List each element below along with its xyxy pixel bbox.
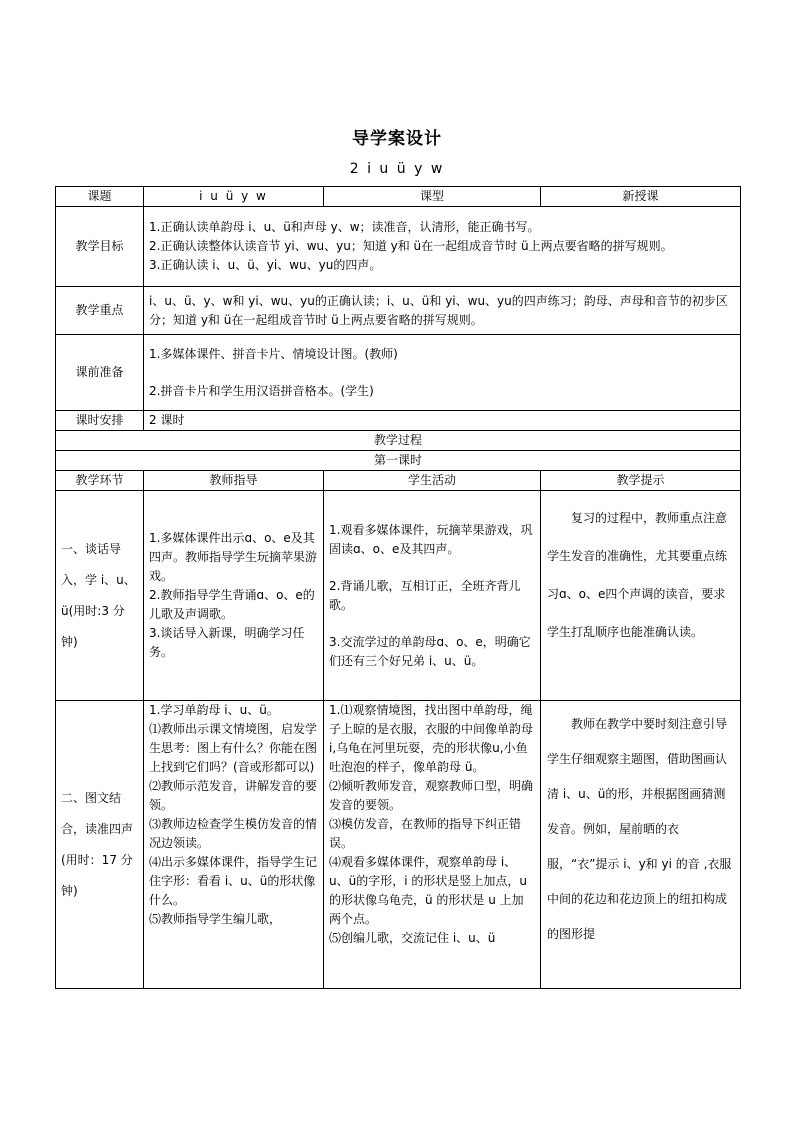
table-row xyxy=(56,187,741,207)
teacher-guidance xyxy=(144,701,324,989)
student-item: 1.⑴观察情境图，找出图中单韵母，绳子上晾的是衣服，衣服的中间像单韵母 i,乌龟在河里玩耍，壳的形状像u,小鱼吐泡泡的样子，像单韵母 ü。 xyxy=(329,703,534,774)
table-row xyxy=(56,451,741,471)
lesson-plan-table xyxy=(55,186,741,989)
teacher-item: 2.教师指导学生背诵ɑ、o、e的儿歌及声调歌。 xyxy=(149,588,315,621)
course-value: i u ü y w xyxy=(144,187,324,207)
student-item: 1.观看多媒体课件，玩摘苹果游戏，巩固读ɑ、o、e及其四声。 xyxy=(329,522,533,556)
lesson-subtitle: 2 i u ü y w xyxy=(349,161,445,177)
column-header: 学生活动 xyxy=(324,471,541,491)
prep-item: 1.多媒体课件、拼音卡片、情境设计图。(教师) xyxy=(149,346,398,361)
goals-content xyxy=(144,207,741,287)
column-header: 教师指导 xyxy=(144,471,324,491)
teacher-item: ⑸教师指导学生编儿歌， xyxy=(149,912,282,926)
goal-item: 1.正确认读单韵母 i、u、ü和声母 y、w；读准音，认清形，能正确书写。 xyxy=(149,220,540,234)
student-item: 2.背诵儿歌，互相订正，全班齐背儿歌。 xyxy=(329,578,521,612)
prep-content xyxy=(144,335,741,411)
goal-item: 2.正确认读整体认读音节 yi、wu、yu；知道 y和 ü在一起组成音节时 ü上两点要省略的拼写规则。 xyxy=(149,239,673,253)
student-activity xyxy=(324,701,541,989)
column-header: 教学环节 xyxy=(56,471,144,491)
goals-label: 教学目标 xyxy=(56,207,144,287)
prep-label: 课前准备 xyxy=(56,335,144,411)
table-row xyxy=(56,411,741,431)
teacher-item: 1.多媒体课件出示ɑ、o、e及其四声。教师指导学生玩摘苹果游戏。 xyxy=(149,531,318,583)
table-row xyxy=(56,491,741,701)
column-header: 教学提示 xyxy=(541,471,741,491)
document-title: 导学案设计 xyxy=(352,129,442,149)
student-item: ⑵倾听教师发音，观察教师口型，明确发音的要领。 xyxy=(329,779,534,812)
table-row xyxy=(56,431,741,451)
teacher-item: ⑶教师边检查学生模仿发音的情况边领读。 xyxy=(149,817,318,850)
prep-item: 2.拼音卡片和学生用汉语拼音格本。(学生) xyxy=(149,383,374,398)
table-row xyxy=(56,701,741,989)
goal-item: 3.正确认读 i、u、ü、yi、wu、yu的四声。 xyxy=(149,258,382,272)
stage-name: 二、图文结合，读准四声(用时：17 分钟) xyxy=(56,701,144,989)
hours-label: 课时安排 xyxy=(56,411,144,431)
student-item: ⑸创编儿歌，交流记住 i、u、ü xyxy=(329,931,496,945)
key-points-content: i、u、ü、y、w和 yi、wu、yu的正确认读；i、u、ü和 yi、wu、yu的四声练习；韵母、声母和音节的初步区分；知道 y和 ü在一起组成音节时 ü上两点要省略的拼写规则。 xyxy=(144,287,741,335)
teacher-item: ⑴教师出示课文情境图，启发学生思考：图上有什么？你能在图上找到它们吗？(音或形都可以) xyxy=(149,722,318,774)
type-label: 课型 xyxy=(324,187,541,207)
student-item: ⑶模仿发音，在教师的指导下纠正错误。 xyxy=(329,817,522,850)
student-activity xyxy=(324,491,541,701)
process-title: 教学过程 xyxy=(56,431,741,451)
teacher-item: 1.学习单韵母 i、u、ü。 xyxy=(149,703,279,717)
table-row xyxy=(56,287,741,335)
teacher-item: ⑷出示多媒体课件，指导学生记住字形：看看 i、u、ü的形状像什么。 xyxy=(149,855,318,907)
period-title: 第一课时 xyxy=(56,451,741,471)
table-header-row xyxy=(56,471,741,491)
teacher-guidance xyxy=(144,491,324,701)
teacher-item: 3.谈话导入新课，明确学习任务。 xyxy=(149,626,305,659)
teacher-item: ⑵教师示范发音，讲解发音的要领。 xyxy=(149,779,318,812)
stage-name: 一、谈话导入，学 i、u、ü(用时:3 分钟) xyxy=(56,491,144,701)
student-item: ⑷观看多媒体课件，观察单韵母 i、u、ü的字形，i 的形状是竖上加点，u 的形状像乌龟壳，ü 的形状是 u 上加两个点。 xyxy=(329,855,527,926)
course-label: 课题 xyxy=(56,187,144,207)
student-item: 3.交流学过的单韵母ɑ、o、e，明确它们还有三个好兄弟 i、u、ü。 xyxy=(329,634,531,668)
key-points-label: 教学重点 xyxy=(56,287,144,335)
table-row xyxy=(56,335,741,411)
table-row xyxy=(56,207,741,287)
type-value: 新授课 xyxy=(541,187,741,207)
hours-value: 2 课时 xyxy=(144,411,741,431)
teaching-hint: 教师在教学中要时刻注意引导学生仔细观察主题图，借助图画认清 i、u、ü的形，并根据图画猜测发音。例如，屋前晒的衣服，“衣”提示 i、y和 yi 的音 ,衣服中间的花边和花边顶上的纽扣构成的图形提 xyxy=(541,701,741,989)
teaching-hint: 复习的过程中，教师重点注意学生发音的准确性，尤其要重点练习ɑ、o、e四个声调的读音，要求学生打乱顺序也能准确认读。 xyxy=(541,491,741,701)
